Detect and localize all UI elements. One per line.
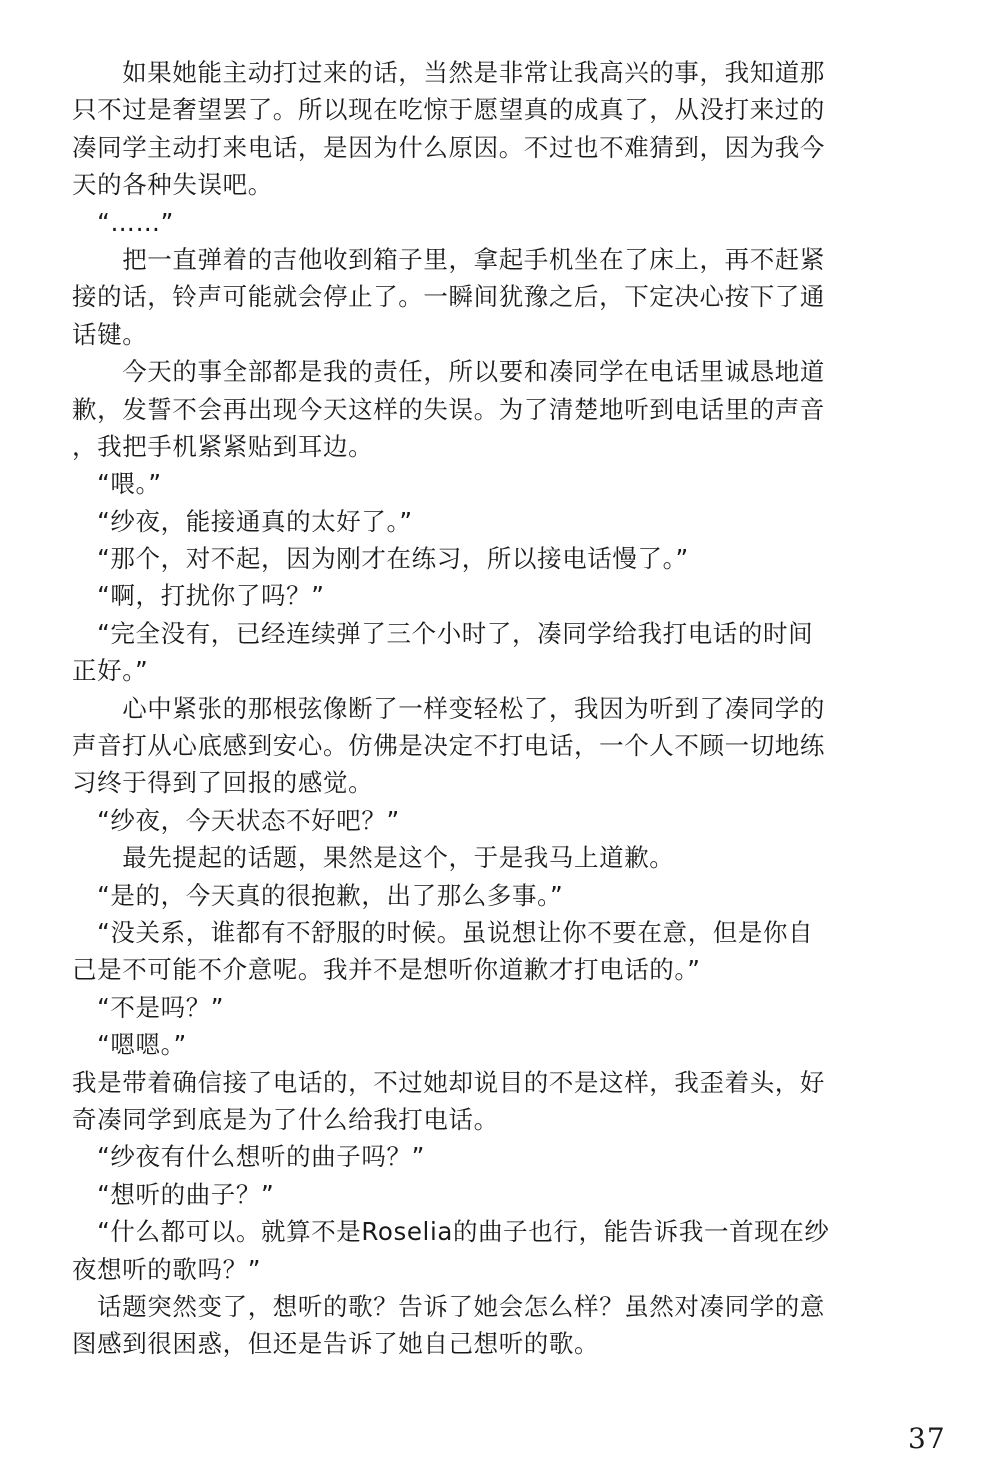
text-line: 己是不可能不介意呢。我并不是想听你道歉才打电话的。” — [72, 955, 701, 985]
text-line: “啊，打扰你了吗？” — [72, 581, 325, 611]
text-line: “没关系，谁都有不舒服的时候。虽说想让你不要在意，但是你自 — [72, 917, 814, 947]
text-line: “是的，今天真的很抱歉，出了那么多事。” — [72, 880, 564, 910]
text-line: 接的话，铃声可能就会停止了。一瞬间犹豫之后，下定决心按下了通 — [72, 282, 825, 312]
text-line: 图感到很困惑，但还是告诉了她自己想听的歌。 — [72, 1329, 600, 1359]
page-number: 37 — [908, 1422, 946, 1455]
text-line: “完全没有，已经连续弹了三个小时了，凑同学给我打电话的时间 — [72, 618, 814, 648]
text-line: 奇凑同学到底是为了什么给我打电话。 — [72, 1104, 499, 1134]
text-line: 今天的事全部都是我的责任，所以要和凑同学在电话里诚恳地道 — [72, 357, 825, 387]
text-line: 心中紧张的那根弦像断了一样变轻松了，我因为听到了凑同学的 — [72, 693, 825, 723]
text-line: “嗯嗯。” — [72, 1030, 187, 1060]
text-line: 我是带着确信接了电话的，不过她却说目的不是这样，我歪着头，好 — [72, 1067, 825, 1097]
text-line: “纱夜有什么想听的曲子吗？” — [72, 1142, 425, 1172]
text-line: “什么都可以。就算不是Roselia的曲子也行，能告诉我一首现在纱 — [72, 1217, 830, 1247]
text-line: 正好。” — [72, 656, 149, 686]
text-line: ，我把手机紧紧贴到耳边。 — [72, 431, 374, 461]
text-line: 天的各种失误吧。 — [72, 170, 273, 200]
text-line: “想听的曲子？” — [72, 1179, 275, 1209]
text-line: 夜想听的歌吗？” — [72, 1254, 261, 1284]
text-line: 话键。 — [72, 319, 148, 349]
text-line: “那个，对不起，因为刚才在练习，所以接电话慢了。” — [72, 544, 689, 574]
text-line: “不是吗？” — [72, 992, 225, 1022]
text-line: 歉，发誓不会再出现今天这样的失误。为了清楚地听到电话里的声音 — [72, 394, 825, 424]
text-line: 如果她能主动打过来的话，当然是非常让我高兴的事，我知道那 — [72, 58, 825, 87]
text-line: 话题突然变了，想听的歌？告诉了她会怎么样？虽然对凑同学的意 — [72, 1291, 825, 1321]
text-line: 只不过是奢望罢了。所以现在吃惊于愿望真的成真了，从没打来过的 — [72, 95, 825, 125]
text-line: 把一直弹着的吉他收到箱子里，拿起手机坐在了床上，再不赶紧 — [72, 244, 825, 274]
text-line: 习终于得到了回报的感觉。 — [72, 768, 374, 798]
text-line: 声音打从心底感到安心。仿佛是决定不打电话，一个人不顾一切地练 — [72, 731, 825, 761]
text-line: 最先提起的话题，果然是这个，于是我马上道歉。 — [72, 843, 675, 873]
text-line: “纱夜，能接通真的太好了。” — [72, 506, 413, 536]
body-text — [72, 54, 917, 1363]
text-line: “……” — [72, 207, 174, 237]
text-line: 凑同学主动打来电话，是因为什么原因。不过也不难猜到，因为我今 — [72, 132, 825, 162]
text-line: “纱夜，今天状态不好吧？” — [72, 805, 400, 835]
text-line: “喂。” — [72, 469, 162, 499]
